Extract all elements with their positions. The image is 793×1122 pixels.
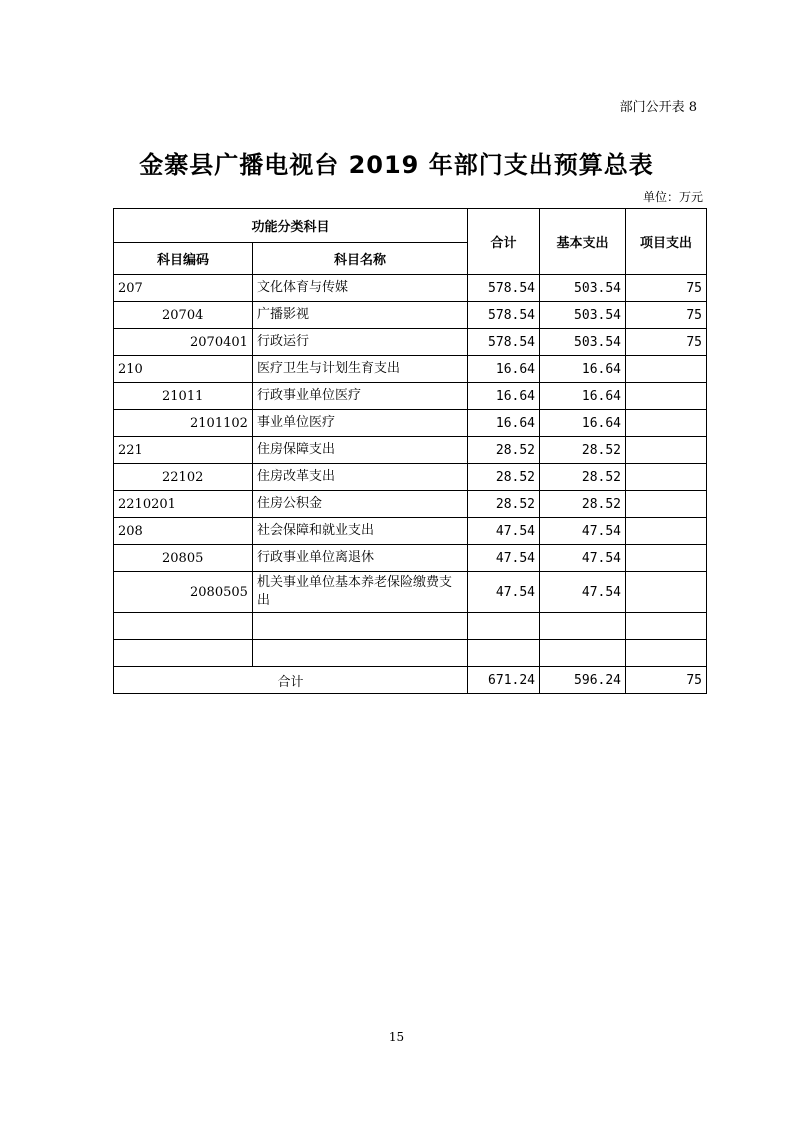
empty-row [114, 613, 707, 640]
cell-project [626, 464, 707, 491]
cell-total: 578.54 [468, 329, 540, 356]
cell-code: 20805 [114, 545, 253, 572]
empty-cell [540, 613, 626, 640]
empty-cell [253, 640, 468, 667]
cell-basic: 28.52 [540, 437, 626, 464]
table-row [114, 302, 707, 329]
cell-project [626, 437, 707, 464]
cell-project [626, 518, 707, 545]
cell-name: 行政事业单位离退休 [253, 545, 468, 572]
cell-basic: 28.52 [540, 464, 626, 491]
cell-basic: 47.54 [540, 572, 626, 613]
cell-project [626, 356, 707, 383]
cell-code: 22102 [114, 464, 253, 491]
cell-basic: 47.54 [540, 518, 626, 545]
table-label: 部门公开表 8 [619, 100, 697, 115]
table-row [114, 518, 707, 545]
header-total: 合计 [468, 209, 540, 275]
cell-total: 47.54 [468, 518, 540, 545]
cell-code: 2210201 [114, 491, 253, 518]
cell-total: 28.52 [468, 437, 540, 464]
cell-code: 221 [114, 437, 253, 464]
empty-row [114, 640, 707, 667]
empty-cell [626, 613, 707, 640]
cell-code: 208 [114, 518, 253, 545]
empty-cell [540, 640, 626, 667]
cell-name: 行政事业单位医疗 [253, 383, 468, 410]
cell-name: 住房改革支出 [253, 464, 468, 491]
cell-project: 75 [626, 302, 707, 329]
cell-name: 事业单位医疗 [253, 410, 468, 437]
cell-code: 2070401 [114, 329, 253, 356]
cell-code: 2101102 [114, 410, 253, 437]
cell-project: 75 [626, 275, 707, 302]
table-row [114, 329, 707, 356]
cell-basic: 16.64 [540, 356, 626, 383]
cell-basic: 28.52 [540, 491, 626, 518]
page-number: 15 [388, 1030, 405, 1044]
cell-name: 医疗卫生与计划生育支出 [253, 356, 468, 383]
cell-total: 578.54 [468, 302, 540, 329]
budget-table [113, 208, 707, 694]
cell-basic: 16.64 [540, 410, 626, 437]
cell-basic: 503.54 [540, 275, 626, 302]
cell-project [626, 410, 707, 437]
total-basic: 596.24 [540, 667, 626, 694]
table-row [114, 491, 707, 518]
cell-name: 广播影视 [253, 302, 468, 329]
page-title: 金寨县广播电视台 2019 年部门支出预算总表 [139, 151, 654, 179]
empty-cell [114, 640, 253, 667]
cell-total: 28.52 [468, 464, 540, 491]
cell-total: 16.64 [468, 383, 540, 410]
cell-name: 行政运行 [253, 329, 468, 356]
cell-basic: 47.54 [540, 545, 626, 572]
table-row [114, 572, 707, 613]
empty-cell [468, 640, 540, 667]
empty-cell [626, 640, 707, 667]
header-name: 科目名称 [253, 243, 468, 275]
cell-name: 社会保障和就业支出 [253, 518, 468, 545]
table-row [114, 437, 707, 464]
table-row [114, 410, 707, 437]
cell-name: 机关事业单位基本养老保险缴费支出 [253, 572, 468, 613]
header-project: 项目支出 [626, 209, 707, 275]
table-row [114, 545, 707, 572]
cell-total: 16.64 [468, 356, 540, 383]
table-row [114, 464, 707, 491]
header-code: 科目编码 [114, 243, 253, 275]
cell-project [626, 572, 707, 613]
cell-total: 28.52 [468, 491, 540, 518]
cell-code: 2080505 [114, 572, 253, 613]
cell-project [626, 491, 707, 518]
cell-basic: 503.54 [540, 329, 626, 356]
total-row [114, 667, 707, 694]
table-row [114, 275, 707, 302]
cell-basic: 16.64 [540, 383, 626, 410]
header-basic: 基本支出 [540, 209, 626, 275]
cell-project [626, 383, 707, 410]
cell-code: 20704 [114, 302, 253, 329]
cell-basic: 503.54 [540, 302, 626, 329]
total-sum: 671.24 [468, 667, 540, 694]
table-row [114, 356, 707, 383]
empty-cell [468, 613, 540, 640]
cell-code: 207 [114, 275, 253, 302]
total-label: 合计 [114, 667, 468, 694]
cell-code: 210 [114, 356, 253, 383]
cell-name: 住房保障支出 [253, 437, 468, 464]
cell-total: 47.54 [468, 572, 540, 613]
cell-total: 47.54 [468, 545, 540, 572]
cell-total: 578.54 [468, 275, 540, 302]
cell-project [626, 545, 707, 572]
cell-project: 75 [626, 329, 707, 356]
empty-cell [114, 613, 253, 640]
cell-name: 住房公积金 [253, 491, 468, 518]
cell-total: 16.64 [468, 410, 540, 437]
cell-code: 21011 [114, 383, 253, 410]
unit-label: 单位：万元 [642, 190, 703, 204]
empty-cell [253, 613, 468, 640]
total-project: 75 [626, 667, 707, 694]
header-function-category: 功能分类科目 [114, 209, 468, 243]
table-row [114, 383, 707, 410]
cell-name: 文化体育与传媒 [253, 275, 468, 302]
